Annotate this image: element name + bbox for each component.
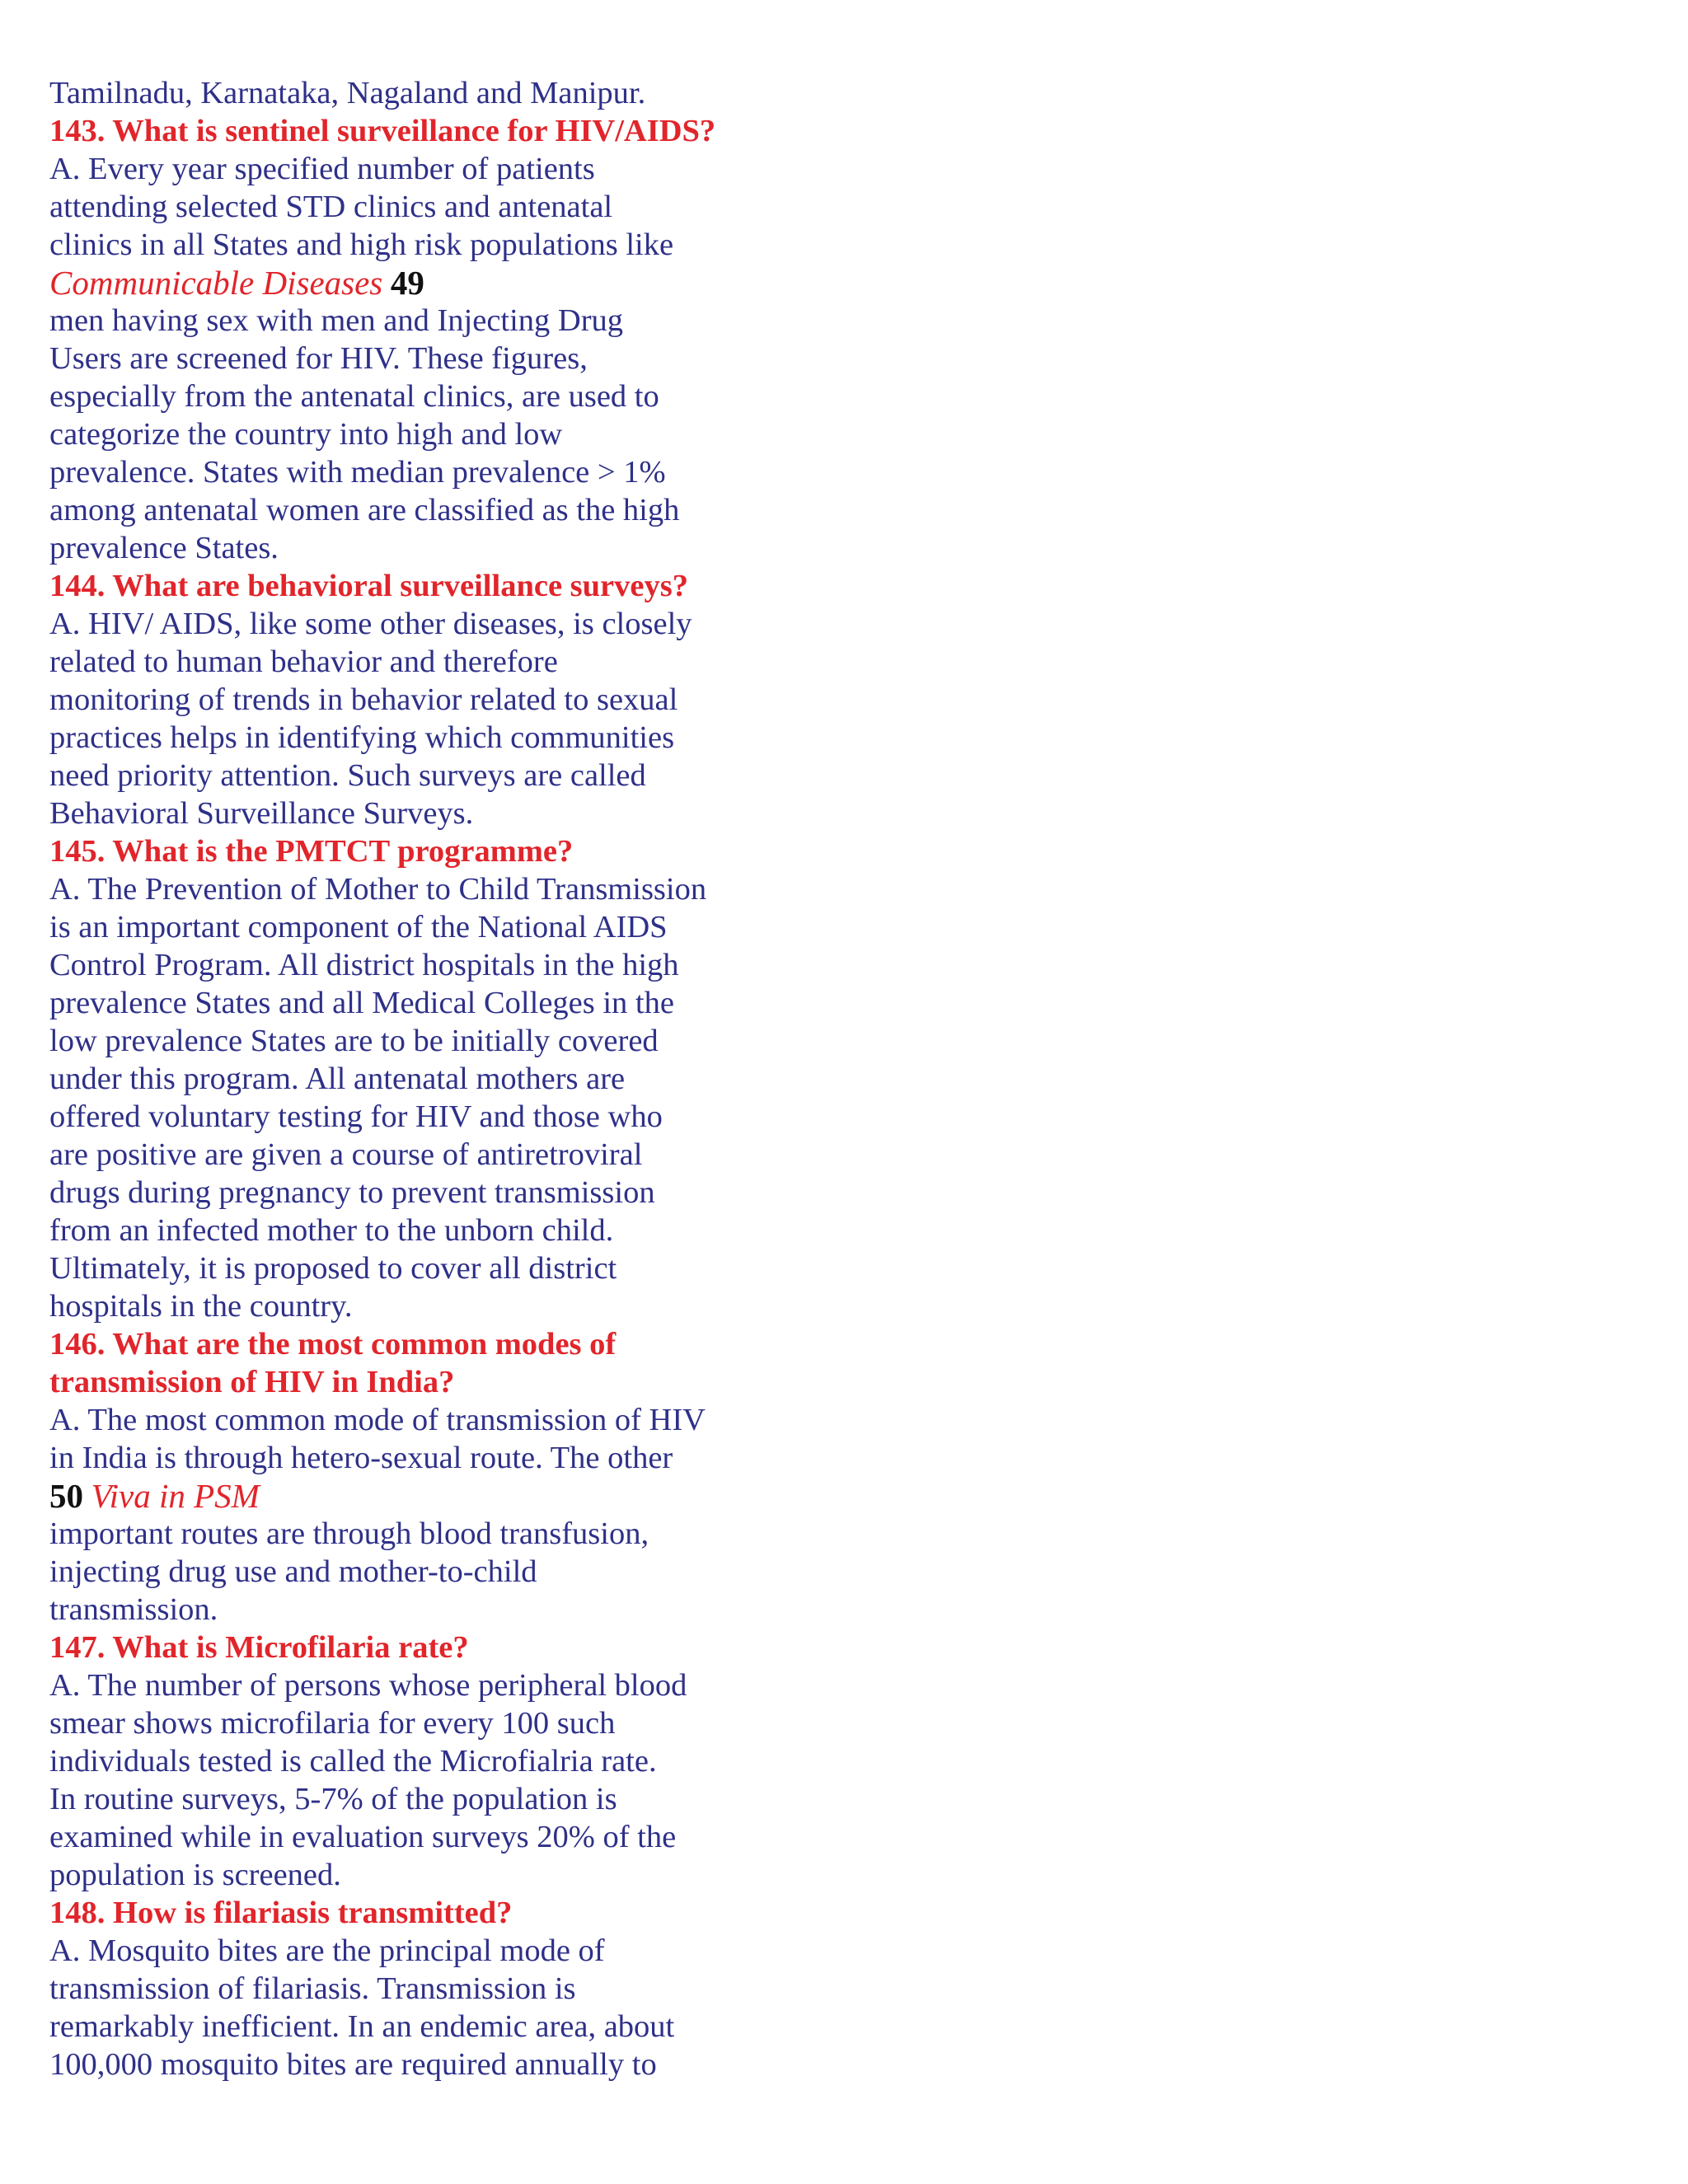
- text-line: attending selected STD clinics and antenatal: [49, 190, 613, 224]
- answer-paragraph: [49, 1515, 874, 1629]
- text-line: important routes are through blood transfusion,: [49, 1516, 649, 1551]
- text-line: in India is through hetero-sexual route. The other: [49, 1441, 673, 1475]
- answer-paragraph: [49, 605, 874, 832]
- text-line: smear shows microfilaria for every 100 such: [49, 1706, 616, 1741]
- text-line: low prevalence States are to be initially covered: [49, 1024, 659, 1058]
- running-header-title: Viva in PSM: [91, 1477, 260, 1515]
- question-line: 144. What are behavioral surveillance surveys?: [49, 569, 688, 603]
- text-line: Users are screened for HIV. These figures,: [49, 341, 588, 376]
- text-line: Control Program. All district hospitals in the high: [49, 948, 679, 982]
- text-line: A. The number of persons whose peripheral blood: [49, 1668, 687, 1703]
- text-line: prevalence States and all Medical Colleges in the: [49, 986, 674, 1020]
- text-line: prevalence States.: [49, 531, 279, 565]
- question-heading: [49, 112, 874, 150]
- text-line: A. Mosquito bites are the principal mode of: [49, 1933, 605, 1968]
- answer-paragraph: [49, 302, 874, 567]
- question-line: 148. How is filariasis transmitted?: [49, 1896, 513, 1930]
- question-line: 143. What is sentinel surveillance for HIV/AIDS?: [49, 114, 716, 148]
- text-line: 100,000 mosquito bites are required annually to: [49, 2047, 657, 2082]
- running-header: [49, 264, 874, 302]
- question-line: 146. What are the most common modes of: [49, 1327, 617, 1361]
- text-line: A. HIV/ AIDS, like some other diseases, is closely: [49, 607, 692, 641]
- text-line: drugs during pregnancy to prevent transmission: [49, 1175, 655, 1210]
- text-line: are positive are given a course of antiretroviral: [49, 1137, 643, 1172]
- question-heading: [49, 1325, 874, 1401]
- text-line: examined while in evaluation surveys 20% of the: [49, 1820, 677, 1854]
- text-line: is an important component of the National AIDS: [49, 910, 668, 944]
- question-heading: [49, 567, 874, 605]
- text-line: transmission of filariasis. Transmission is: [49, 1971, 576, 2006]
- page-number: 49: [390, 264, 424, 302]
- answer-paragraph: [49, 150, 874, 264]
- text-line: from an infected mother to the unborn child.: [49, 1213, 614, 1248]
- text-line: practices helps in identifying which communities: [49, 720, 675, 755]
- text-line: injecting drug use and mother-to-child: [49, 1554, 537, 1589]
- answer-paragraph: [49, 74, 874, 112]
- text-line: individuals tested is called the Microfialria rate.: [49, 1744, 657, 1779]
- question-heading: [49, 832, 874, 870]
- question-heading: [49, 1894, 874, 1932]
- text-line: offered voluntary testing for HIV and those who: [49, 1099, 663, 1134]
- answer-paragraph: [49, 870, 874, 1325]
- answer-paragraph: [49, 1666, 874, 1894]
- text-line: Behavioral Surveillance Surveys.: [49, 796, 474, 831]
- answer-paragraph: [49, 1401, 874, 1477]
- text-line: Tamilnadu, Karnataka, Nagaland and Manipur.: [49, 76, 646, 110]
- question-line: transmission of HIV in India?: [49, 1365, 455, 1399]
- text-line: A. The most common mode of transmission of HIV: [49, 1403, 706, 1437]
- question-line: 145. What is the PMTCT programme?: [49, 834, 574, 869]
- text-line: monitoring of trends in behavior related to sexual: [49, 682, 678, 717]
- text-line: categorize the country into high and low: [49, 417, 563, 452]
- answer-paragraph: [49, 1932, 874, 2083]
- text-line: clinics in all States and high risk populations like: [49, 227, 674, 262]
- text-line: hospitals in the country.: [49, 1289, 353, 1324]
- text-line: need priority attention. Such surveys are called: [49, 758, 646, 793]
- text-line: among antenatal women are classified as the high: [49, 493, 680, 527]
- text-line: A. The Prevention of Mother to Child Transmission: [49, 872, 707, 907]
- question-line: 147. What is Microfilaria rate?: [49, 1630, 469, 1665]
- text-line: transmission.: [49, 1592, 218, 1627]
- question-heading: [49, 1629, 874, 1666]
- text-line: A. Every year specified number of patients: [49, 152, 595, 186]
- running-header: [49, 1477, 874, 1515]
- document-page: [49, 74, 874, 2083]
- running-header-title: Communicable Diseases: [49, 264, 383, 302]
- text-line: especially from the antenatal clinics, are used to: [49, 379, 659, 414]
- text-line: Ultimately, it is proposed to cover all district: [49, 1251, 617, 1286]
- text-line: population is screened.: [49, 1858, 341, 1892]
- text-line: prevalence. States with median prevalence > 1%: [49, 455, 666, 490]
- text-line: under this program. All antenatal mothers are: [49, 1062, 626, 1096]
- text-line: men having sex with men and Injecting Drug: [49, 303, 624, 338]
- text-line: related to human behavior and therefore: [49, 644, 558, 679]
- page-number: 50: [49, 1477, 83, 1515]
- text-line: remarkably inefficient. In an endemic area, about: [49, 2009, 675, 2044]
- text-line: In routine surveys, 5-7% of the population is: [49, 1782, 617, 1816]
